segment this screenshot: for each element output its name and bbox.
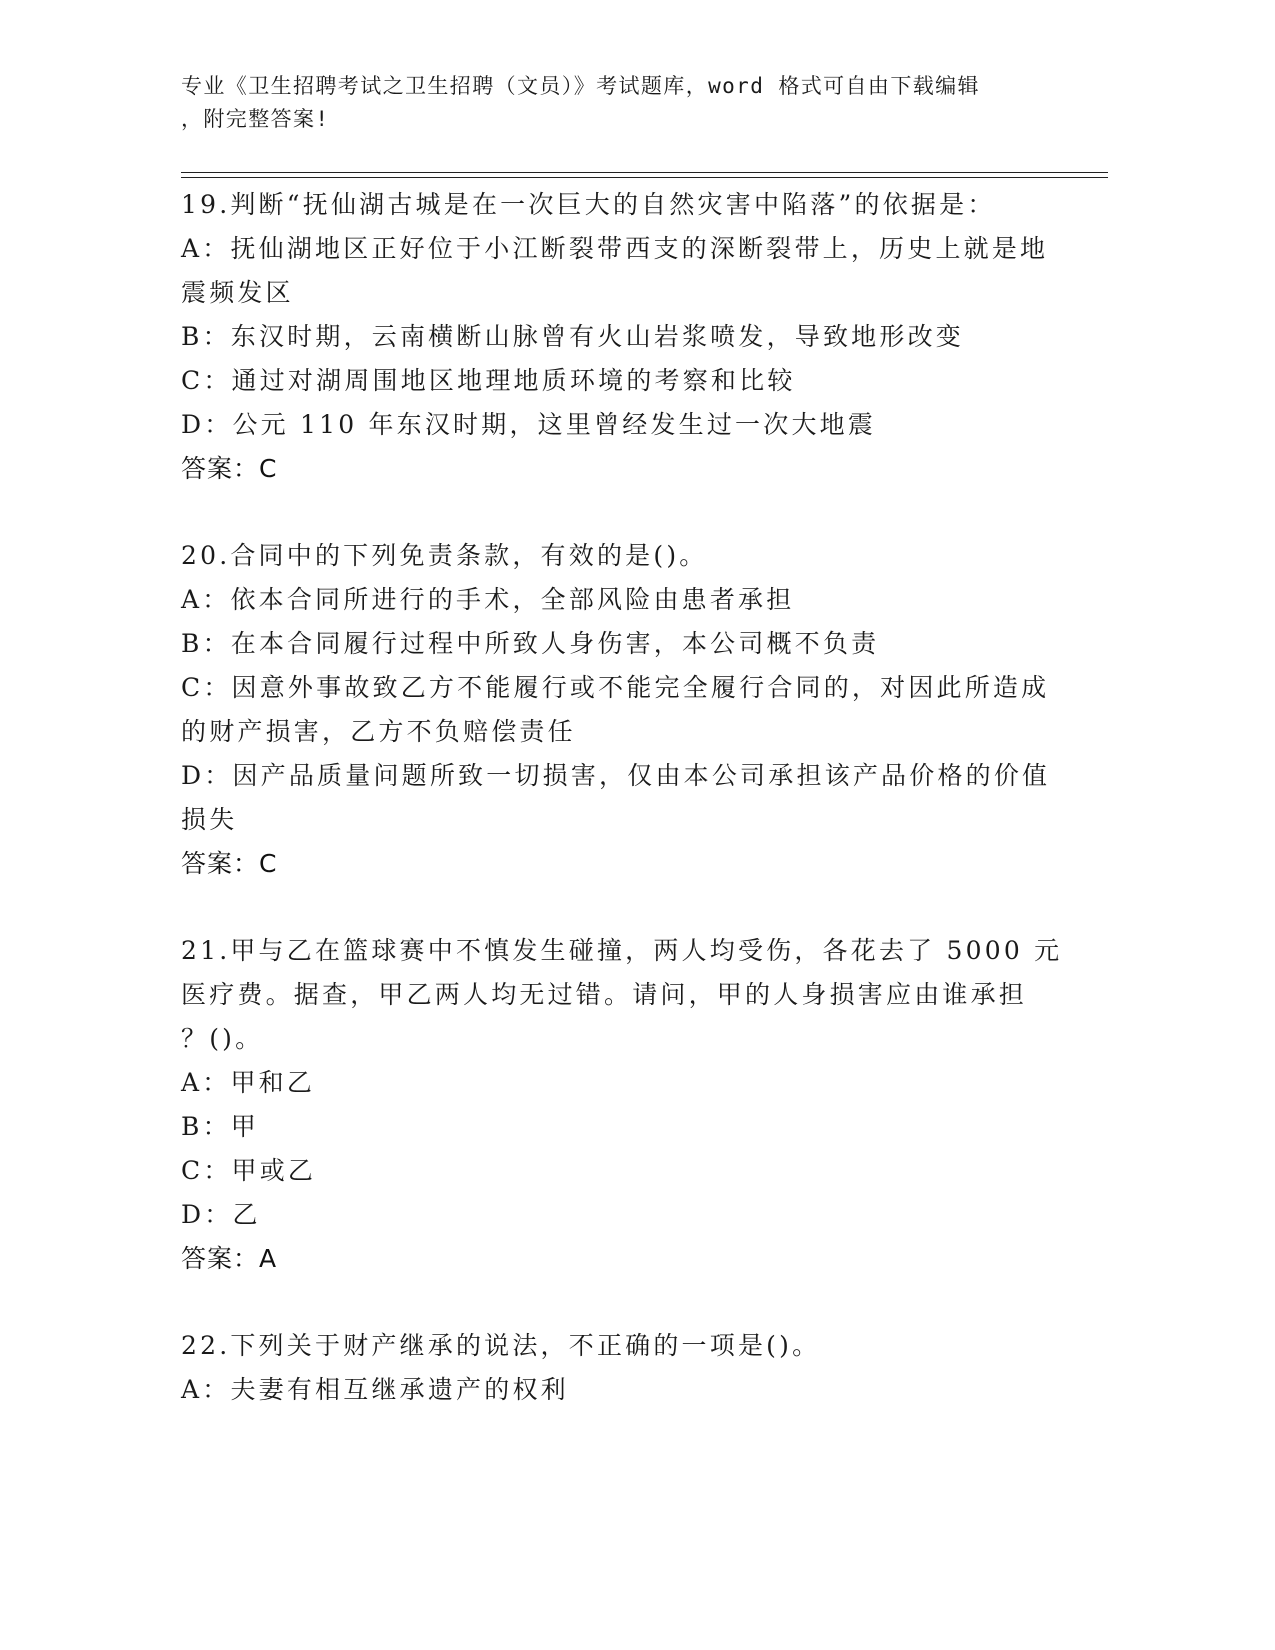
question-19-stem: 19.判断“抚仙湖古城是在一次巨大的自然灾害中陷落”的依据是：	[181, 190, 996, 219]
question-21	[181, 929, 1081, 1281]
question-22	[181, 1324, 1081, 1412]
question-21-stem: 21.甲与乙在篮球赛中不慎发生碰撞，两人均受伤，各花去了 5000 元	[181, 936, 1063, 965]
question-20-option-c: C：因意外事故致乙方不能履行或不能完全履行合同的，对因此所造成	[181, 673, 1050, 702]
question-21-stem-cont-1: 医疗费。据查，甲乙两人均无过错。请问，甲的人身损害应由谁承担	[181, 980, 1028, 1009]
question-21-stem-cont-2: ？()。	[181, 1024, 264, 1053]
question-19-answer: 答案：C	[181, 454, 278, 483]
question-20-option-d: D：因产品质量问题所致一切损害，仅由本公司承担该产品价格的价值	[181, 761, 1051, 790]
question-19-option-c: C：通过对湖周围地区地理地质环境的考察和比较	[181, 366, 796, 395]
question-20-option-d-cont: 损失	[181, 805, 238, 834]
question-19-option-d: D：公元 110 年东汉时期，这里曾经发生过一次大地震	[181, 410, 877, 439]
question-22-stem: 22.下列关于财产继承的说法，不正确的一项是()。	[181, 1331, 821, 1360]
question-19-option-a-cont: 震频发区	[181, 278, 294, 307]
question-20-stem: 20.合同中的下列免责条款，有效的是()。	[181, 541, 708, 570]
header-divider-bottom	[181, 177, 1108, 178]
question-list	[181, 183, 1081, 1412]
question-21-option-a: A：甲和乙	[181, 1068, 316, 1097]
question-22-option-a: A：夫妻有相互继承遗产的权利	[181, 1375, 569, 1404]
question-20-option-a: A：依本合同所进行的手术，全部风险由患者承担	[181, 585, 795, 614]
question-20-option-c-cont: 的财产损害，乙方不负赔偿责任	[181, 717, 576, 746]
header-line-2: ，附完整答案!	[181, 107, 330, 131]
document-header	[181, 70, 1031, 136]
question-20-option-b: B：在本合同履行过程中所致人身伤害，本公司概不负责	[181, 629, 880, 658]
question-20	[181, 534, 1081, 886]
question-21-answer: 答案：A	[181, 1244, 278, 1273]
question-21-option-d: D：乙	[181, 1200, 261, 1229]
question-21-option-b: B：甲	[181, 1112, 259, 1141]
question-21-option-c: C：甲或乙	[181, 1156, 317, 1185]
question-19	[181, 183, 1081, 491]
question-19-option-b: B：东汉时期，云南横断山脉曾有火山岩浆喷发，导致地形改变	[181, 322, 964, 351]
question-20-answer: 答案：C	[181, 849, 278, 878]
header-line-1: 专业《卫生招聘考试之卫生招聘（文员）》考试题库，word 格式可自由下载编辑	[181, 74, 980, 98]
question-19-option-a: A：抚仙湖地区正好位于小江断裂带西支的深断裂带上，历史上就是地	[181, 234, 1049, 263]
header-divider-top	[181, 172, 1108, 173]
